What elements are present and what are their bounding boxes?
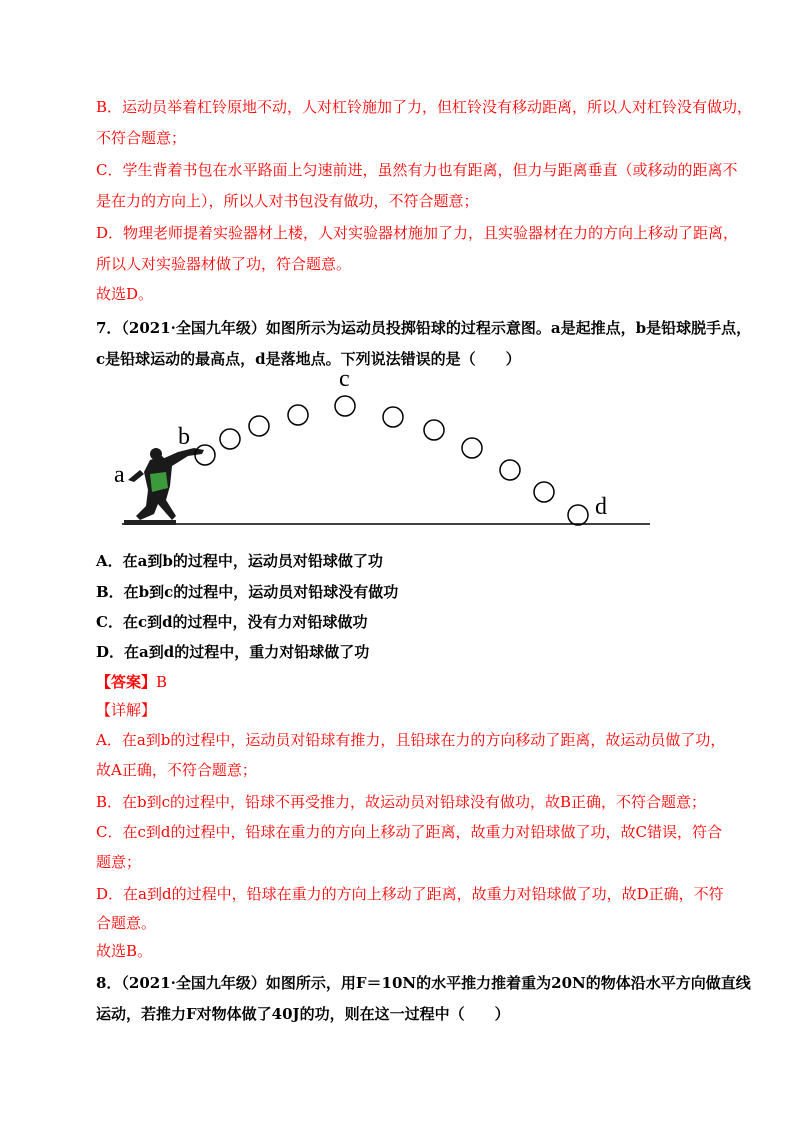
explanation-d-line1: D．物理老师提着实验器材上楼，人对实验器材施加了力，且实验器材在力的方向上移动了距离， xyxy=(96,224,739,242)
athlete-figure xyxy=(124,448,204,525)
explanation-b-line2: 不符合题意； xyxy=(96,129,187,147)
shot-put-figure xyxy=(110,368,655,533)
explanation-c-line1: C．学生背着书包在水平路面上匀速前进，虽然有力也有距离，但力与距离垂直（或移动的距离不 xyxy=(96,161,738,179)
q7-detail-conclusion: 故选B。 xyxy=(96,942,153,960)
q7-option-d: D．在a到d的过程中，重力对铅球做了功 xyxy=(96,643,370,661)
q7-option-a: A．在a到b的过程中，运动员对铅球做了功 xyxy=(96,552,383,570)
label-d: d xyxy=(595,494,607,520)
q7-answer xyxy=(96,672,167,692)
q7-option-c: C．在c到d的过程中，没有力对铅球做功 xyxy=(96,613,368,631)
label-b: b xyxy=(178,424,190,450)
q7-detail-a-line2: 故A正确，不符合题意； xyxy=(96,761,257,779)
q7-detail-c-line2: 题意； xyxy=(96,853,142,871)
q7-stem-line1: 7．（2021·全国九年级）如图所示为运动员投掷铅球的过程示意图。a是起推点，b是铅球脱手点， xyxy=(96,319,752,337)
shot-position-b xyxy=(195,445,215,465)
explanation-d-line2: 所以人对实验器材做了功，符合题意。 xyxy=(96,255,352,273)
answer-tag: 【答案】 xyxy=(96,673,157,691)
q7-detail-b-line1: B．在b到c的过程中，铅球不再受推力，故运动员对铅球没有做功，故B正确，不符合题意； xyxy=(96,793,707,811)
q8-stem-line1: 8．（2021·全国九年级）如图所示，用F＝10N的水平推力推着重为20N的物体沿水平方向做直线 xyxy=(96,974,751,992)
q7-detail-d-line2: 合题意。 xyxy=(96,914,157,932)
q7-stem-line2: c是铅球运动的最高点，d是落地点。下列说法错误的是（ ） xyxy=(96,350,521,368)
shot-position-c xyxy=(335,396,355,416)
q7-detail-a-line1: A．在a到b的过程中，运动员对铅球有推力，且铅球在力的方向移动了距离，故运动员做了功， xyxy=(96,731,726,749)
q7-option-b: B．在b到c的过程中，运动员对铅球没有做功 xyxy=(96,583,399,601)
answer-value: B xyxy=(156,673,168,691)
label-c: c xyxy=(339,368,350,392)
shot-trajectory xyxy=(195,396,588,525)
explanation-b-line1: B．运动员举着杠铃原地不动，人对杠铃施加了力，但杠铃没有移动距离，所以人对杠铃没有做功， xyxy=(96,98,753,116)
q7-detail-d-line1: D．在a到d的过程中，铅球在重力的方向上移动了距离，故重力对铅球做了功，故D正确，不符 xyxy=(96,885,724,903)
explanation-conclusion: 故选D。 xyxy=(96,285,154,303)
label-a: a xyxy=(114,462,125,488)
explanation-c-line2: 是在力的方向上），所以人对书包没有做功，不符合题意； xyxy=(96,192,479,210)
q7-detail-tag: 【详解】 xyxy=(96,701,157,719)
shot-position-d xyxy=(568,505,588,525)
q7-detail-c-line1: C．在c到d的过程中，铅球在重力的方向上移动了距离，故重力对铅球做了功，故C错误，符合 xyxy=(96,823,722,841)
q8-stem-line2: 运动，若推力F对物体做了40J的功，则在这一过程中（ ） xyxy=(96,1005,510,1023)
